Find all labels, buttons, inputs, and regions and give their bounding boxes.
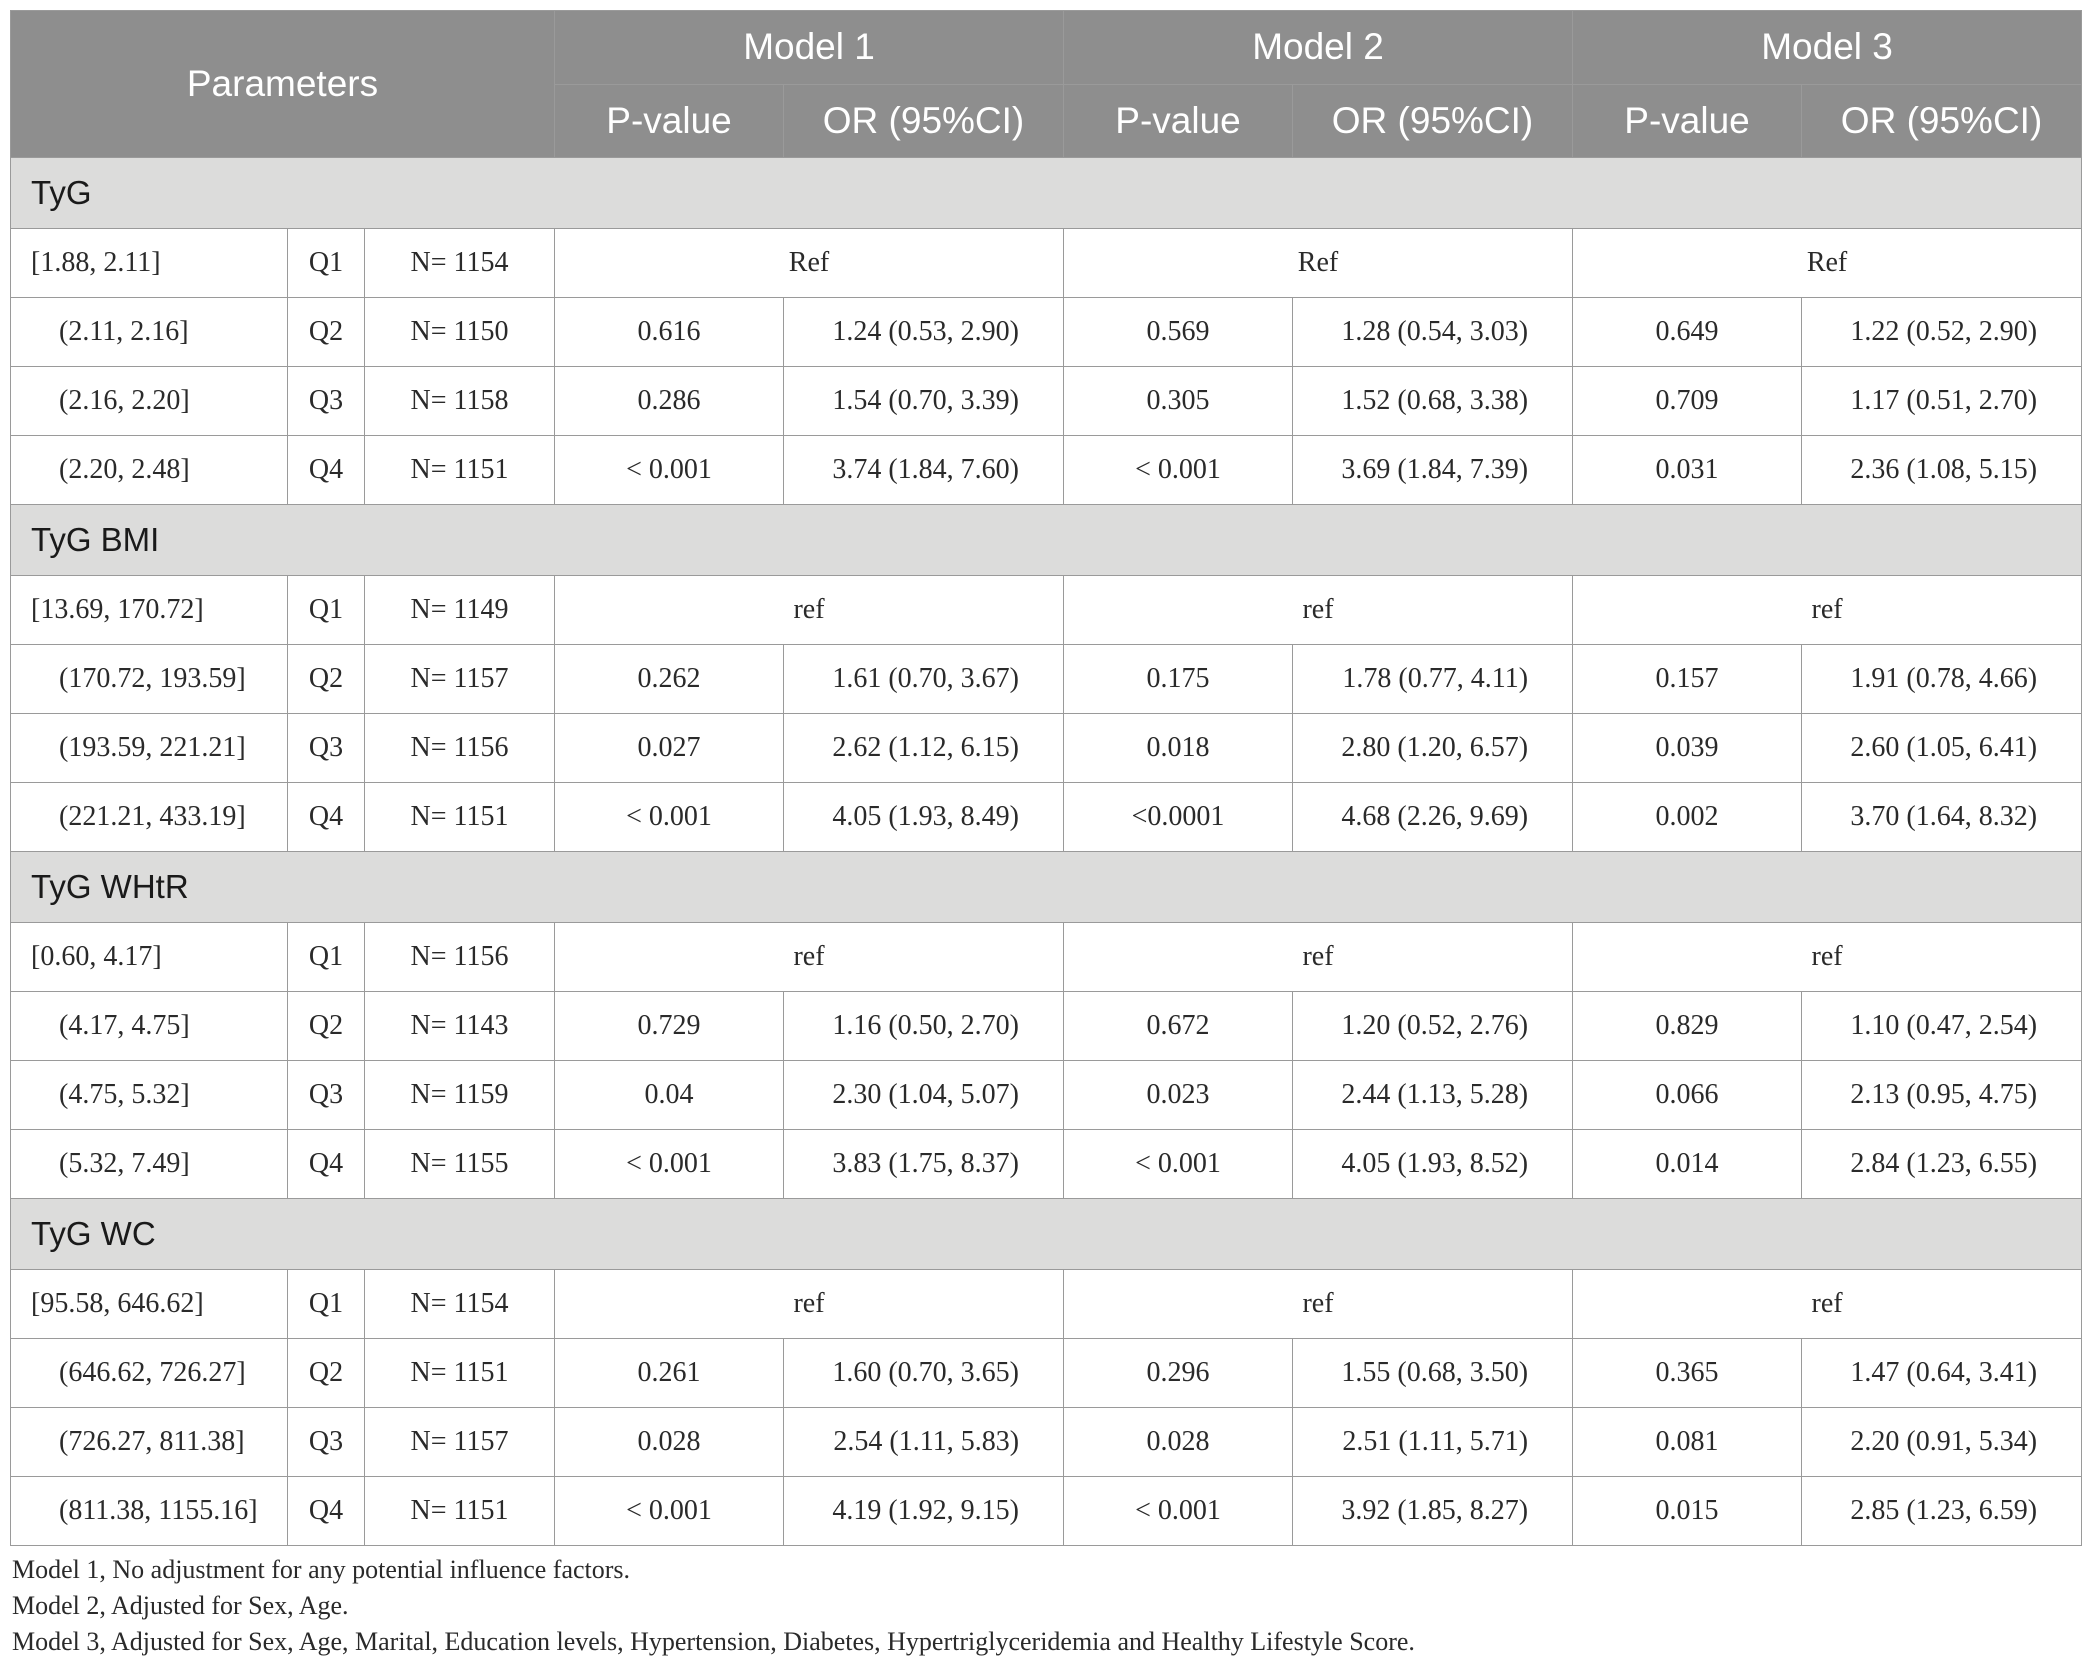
results-table — [10, 10, 2082, 1546]
pvalue-cell: 0.616 — [555, 298, 784, 367]
table-header — [11, 11, 2082, 158]
pvalue-cell: 0.569 — [1064, 298, 1293, 367]
pvalue-cell: < 0.001 — [555, 783, 784, 852]
model-1-header: Model 1 — [555, 11, 1064, 85]
or-cell: 1.16 (0.50, 2.70) — [784, 992, 1064, 1061]
or-cell: 2.54 (1.11, 5.83) — [784, 1408, 1064, 1477]
or-cell: 1.22 (0.52, 2.90) — [1802, 298, 2082, 367]
pvalue-cell: 0.023 — [1064, 1061, 1293, 1130]
quartile-cell: Q1 — [288, 1270, 365, 1339]
range-cell: (726.27, 811.38] — [11, 1408, 288, 1477]
ref-cell: Ref — [555, 229, 1064, 298]
n-cell: N= 1156 — [365, 714, 555, 783]
ref-cell: ref — [1064, 1270, 1573, 1339]
or-cell: 1.52 (0.68, 3.38) — [1293, 367, 1573, 436]
pvalue-cell: 0.296 — [1064, 1339, 1293, 1408]
group-title: TyG BMI — [11, 505, 2082, 576]
pvalue-cell: <0.0001 — [1064, 783, 1293, 852]
range-cell: (4.75, 5.32] — [11, 1061, 288, 1130]
quartile-cell: Q1 — [288, 576, 365, 645]
n-cell: N= 1159 — [365, 1061, 555, 1130]
or-cell: 1.60 (0.70, 3.65) — [784, 1339, 1064, 1408]
or-cell: 4.05 (1.93, 8.52) — [1293, 1130, 1573, 1199]
pvalue-cell: 0.729 — [555, 992, 784, 1061]
or-cell: 1.28 (0.54, 3.03) — [1293, 298, 1573, 367]
quartile-cell: Q3 — [288, 714, 365, 783]
or-cell: 2.20 (0.91, 5.34) — [1802, 1408, 2082, 1477]
range-cell: (2.16, 2.20] — [11, 367, 288, 436]
n-cell: N= 1151 — [365, 1477, 555, 1546]
ref-cell: ref — [1064, 923, 1573, 992]
group-title: TyG WC — [11, 1199, 2082, 1270]
group-header-row — [11, 852, 2082, 923]
or-cell: 3.92 (1.85, 8.27) — [1293, 1477, 1573, 1546]
table-row — [11, 576, 2082, 645]
or-cell: 1.17 (0.51, 2.70) — [1802, 367, 2082, 436]
quartile-cell: Q1 — [288, 923, 365, 992]
n-cell: N= 1155 — [365, 1130, 555, 1199]
or-cell: 2.85 (1.23, 6.59) — [1802, 1477, 2082, 1546]
quartile-cell: Q2 — [288, 992, 365, 1061]
table-row — [11, 1408, 2082, 1477]
ref-cell: ref — [555, 576, 1064, 645]
footnote-model-2: Model 2, Adjusted for Sex, Age. — [12, 1591, 349, 1620]
range-cell: (2.11, 2.16] — [11, 298, 288, 367]
table-row — [11, 1130, 2082, 1199]
table-row — [11, 229, 2082, 298]
quartile-cell: Q4 — [288, 436, 365, 505]
ref-cell: Ref — [1573, 229, 2082, 298]
or-cell: 2.36 (1.08, 5.15) — [1802, 436, 2082, 505]
pvalue-cell: 0.709 — [1573, 367, 1802, 436]
model-2-header: Model 2 — [1064, 11, 1573, 85]
range-cell: [13.69, 170.72] — [11, 576, 288, 645]
or-cell: 3.83 (1.75, 8.37) — [784, 1130, 1064, 1199]
pvalue-header: P-value — [1573, 84, 1802, 158]
n-cell: N= 1157 — [365, 1408, 555, 1477]
range-cell: (4.17, 4.75] — [11, 992, 288, 1061]
quartile-cell: Q4 — [288, 1477, 365, 1546]
or-cell: 1.20 (0.52, 2.76) — [1293, 992, 1573, 1061]
quartile-cell: Q3 — [288, 367, 365, 436]
or-cell: 1.54 (0.70, 3.39) — [784, 367, 1064, 436]
group-title: TyG — [11, 158, 2082, 229]
table-row — [11, 1270, 2082, 1339]
table-row — [11, 436, 2082, 505]
pvalue-header: P-value — [555, 84, 784, 158]
pvalue-cell: 0.365 — [1573, 1339, 1802, 1408]
table-row — [11, 1339, 2082, 1408]
n-cell: N= 1154 — [365, 229, 555, 298]
table-row — [11, 992, 2082, 1061]
ref-cell: ref — [1573, 1270, 2082, 1339]
or-cell: 3.69 (1.84, 7.39) — [1293, 436, 1573, 505]
quartile-cell: Q3 — [288, 1061, 365, 1130]
ref-cell: ref — [555, 1270, 1064, 1339]
model-3-header: Model 3 — [1573, 11, 2082, 85]
or-cell: 2.84 (1.23, 6.55) — [1802, 1130, 2082, 1199]
pvalue-cell: < 0.001 — [555, 1130, 784, 1199]
or-cell: 1.24 (0.53, 2.90) — [784, 298, 1064, 367]
n-cell: N= 1157 — [365, 645, 555, 714]
pvalue-cell: 0.039 — [1573, 714, 1802, 783]
pvalue-cell: 0.031 — [1573, 436, 1802, 505]
pvalue-cell: 0.672 — [1064, 992, 1293, 1061]
pvalue-cell: 0.028 — [555, 1408, 784, 1477]
pvalue-cell: < 0.001 — [1064, 436, 1293, 505]
table-row — [11, 1061, 2082, 1130]
or-cell: 1.47 (0.64, 3.41) — [1802, 1339, 2082, 1408]
pvalue-cell: 0.262 — [555, 645, 784, 714]
range-cell: [1.88, 2.11] — [11, 229, 288, 298]
or-cell: 4.05 (1.93, 8.49) — [784, 783, 1064, 852]
or-cell: 2.30 (1.04, 5.07) — [784, 1061, 1064, 1130]
range-cell: (2.20, 2.48] — [11, 436, 288, 505]
range-cell: [95.58, 646.62] — [11, 1270, 288, 1339]
or-cell: 4.19 (1.92, 9.15) — [784, 1477, 1064, 1546]
range-cell: (170.72, 193.59] — [11, 645, 288, 714]
ref-cell: ref — [555, 923, 1064, 992]
n-cell: N= 1150 — [365, 298, 555, 367]
pvalue-cell: 0.015 — [1573, 1477, 1802, 1546]
pvalue-cell: < 0.001 — [1064, 1130, 1293, 1199]
pvalue-cell: 0.157 — [1573, 645, 1802, 714]
or-cell: 3.70 (1.64, 8.32) — [1802, 783, 2082, 852]
or-cell: 2.60 (1.05, 6.41) — [1802, 714, 2082, 783]
or-header: OR (95%CI) — [784, 84, 1064, 158]
table-footnotes — [12, 1552, 1415, 1660]
range-cell: (811.38, 1155.16] — [11, 1477, 288, 1546]
group-header-row — [11, 1199, 2082, 1270]
or-cell: 3.74 (1.84, 7.60) — [784, 436, 1064, 505]
group-title: TyG WHtR — [11, 852, 2082, 923]
pvalue-cell: 0.028 — [1064, 1408, 1293, 1477]
table-row — [11, 367, 2082, 436]
n-cell: N= 1143 — [365, 992, 555, 1061]
n-cell: N= 1156 — [365, 923, 555, 992]
n-cell: N= 1151 — [365, 1339, 555, 1408]
quartile-cell: Q2 — [288, 645, 365, 714]
quartile-cell: Q3 — [288, 1408, 365, 1477]
pvalue-cell: < 0.001 — [555, 436, 784, 505]
n-cell: N= 1151 — [365, 436, 555, 505]
table-row — [11, 923, 2082, 992]
or-cell: 1.55 (0.68, 3.50) — [1293, 1339, 1573, 1408]
pvalue-cell: 0.286 — [555, 367, 784, 436]
or-cell: 1.78 (0.77, 4.11) — [1293, 645, 1573, 714]
n-cell: N= 1151 — [365, 783, 555, 852]
pvalue-cell: 0.305 — [1064, 367, 1293, 436]
n-cell: N= 1149 — [365, 576, 555, 645]
table-row — [11, 298, 2082, 367]
pvalue-cell: 0.081 — [1573, 1408, 1802, 1477]
pvalue-cell: 0.175 — [1064, 645, 1293, 714]
or-cell: 2.51 (1.11, 5.71) — [1293, 1408, 1573, 1477]
table-row — [11, 1477, 2082, 1546]
footnote-model-3: Model 3, Adjusted for Sex, Age, Marital, Education levels, Hypertension, Diabetes, Hypertriglyceridemia and Healthy Lifestyle Score. — [12, 1627, 1415, 1656]
or-header: OR (95%CI) — [1293, 84, 1573, 158]
quartile-cell: Q1 — [288, 229, 365, 298]
quartile-cell: Q2 — [288, 298, 365, 367]
or-cell: 1.61 (0.70, 3.67) — [784, 645, 1064, 714]
ref-cell: ref — [1573, 576, 2082, 645]
group-header-row — [11, 158, 2082, 229]
ref-cell: ref — [1573, 923, 2082, 992]
range-cell: (5.32, 7.49] — [11, 1130, 288, 1199]
or-cell: 2.44 (1.13, 5.28) — [1293, 1061, 1573, 1130]
n-cell: N= 1158 — [365, 367, 555, 436]
quartile-cell: Q2 — [288, 1339, 365, 1408]
group-header-row — [11, 505, 2082, 576]
pvalue-cell: 0.014 — [1573, 1130, 1802, 1199]
or-cell: 4.68 (2.26, 9.69) — [1293, 783, 1573, 852]
or-cell: 2.13 (0.95, 4.75) — [1802, 1061, 2082, 1130]
or-cell: 2.62 (1.12, 6.15) — [784, 714, 1064, 783]
ref-cell: ref — [1064, 576, 1573, 645]
pvalue-cell: 0.018 — [1064, 714, 1293, 783]
table-body — [11, 158, 2082, 1546]
pvalue-cell: 0.261 — [555, 1339, 784, 1408]
range-cell: (193.59, 221.21] — [11, 714, 288, 783]
pvalue-cell: 0.04 — [555, 1061, 784, 1130]
or-cell: 1.91 (0.78, 4.66) — [1802, 645, 2082, 714]
table-row — [11, 645, 2082, 714]
quartile-cell: Q4 — [288, 783, 365, 852]
table-row — [11, 783, 2082, 852]
pvalue-cell: 0.002 — [1573, 783, 1802, 852]
range-cell: (221.21, 433.19] — [11, 783, 288, 852]
pvalue-cell: 0.027 — [555, 714, 784, 783]
pvalue-header: P-value — [1064, 84, 1293, 158]
parameters-header: Parameters — [11, 11, 555, 158]
range-cell: [0.60, 4.17] — [11, 923, 288, 992]
table-row — [11, 714, 2082, 783]
pvalue-cell: 0.066 — [1573, 1061, 1802, 1130]
or-cell: 1.10 (0.47, 2.54) — [1802, 992, 2082, 1061]
range-cell: (646.62, 726.27] — [11, 1339, 288, 1408]
ref-cell: Ref — [1064, 229, 1573, 298]
quartile-cell: Q4 — [288, 1130, 365, 1199]
n-cell: N= 1154 — [365, 1270, 555, 1339]
pvalue-cell: 0.649 — [1573, 298, 1802, 367]
pvalue-cell: 0.829 — [1573, 992, 1802, 1061]
or-cell: 2.80 (1.20, 6.57) — [1293, 714, 1573, 783]
footnote-model-1: Model 1, No adjustment for any potential influence factors. — [12, 1555, 631, 1584]
or-header: OR (95%CI) — [1802, 84, 2082, 158]
pvalue-cell: < 0.001 — [1064, 1477, 1293, 1546]
pvalue-cell: < 0.001 — [555, 1477, 784, 1546]
